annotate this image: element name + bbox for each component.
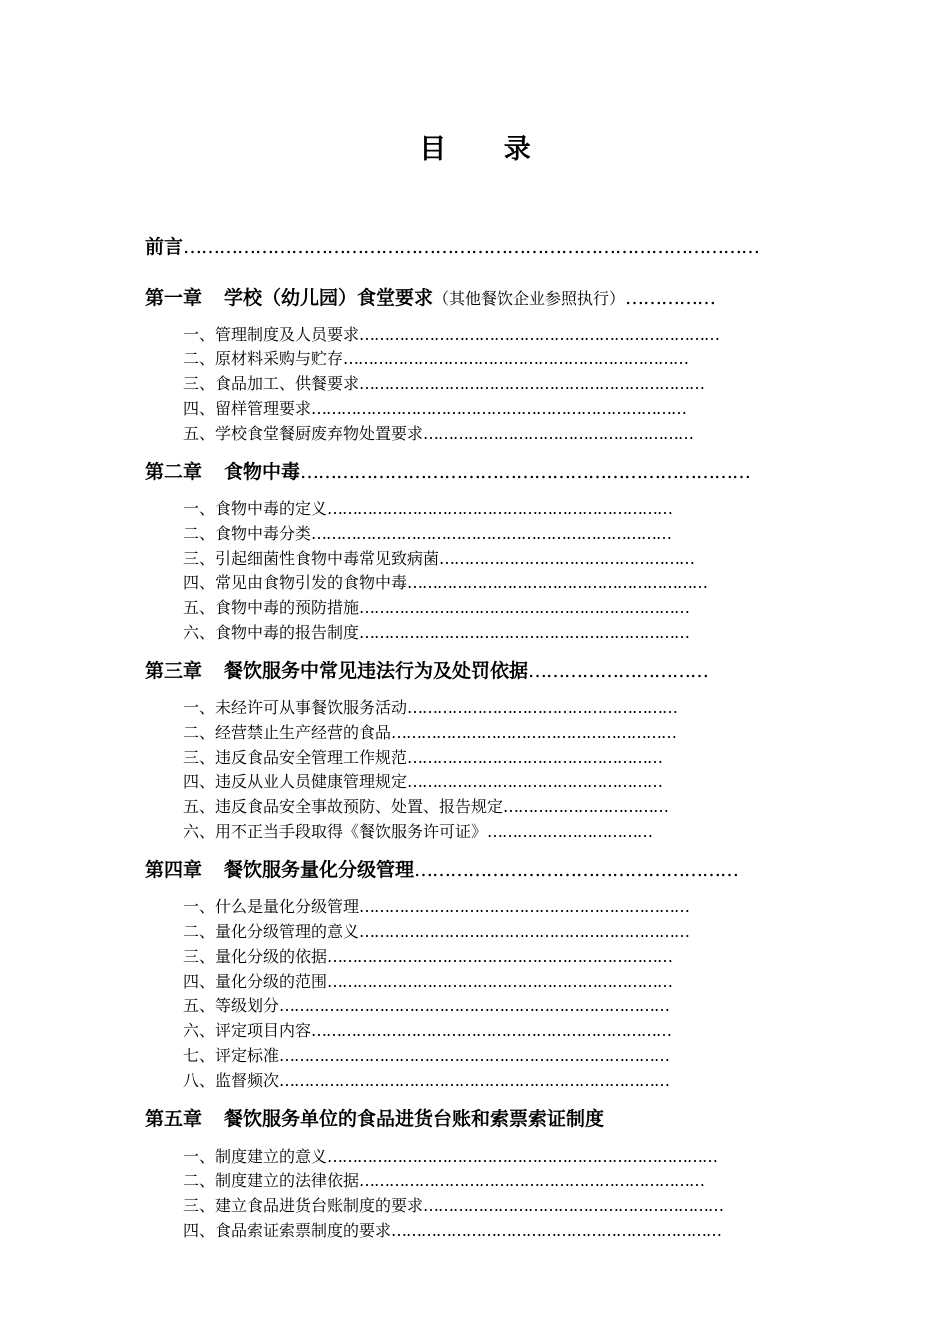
dot-leader: …………………………………………………………………… <box>327 1147 718 1166</box>
dot-leader: …………………………………………………… <box>407 573 708 592</box>
section-title: 监督频次 <box>215 1071 280 1090</box>
dot-leader: ………………………………………………………… <box>359 922 690 941</box>
section-number: 七、 <box>183 1046 216 1065</box>
toc-section-entry[interactable] <box>183 372 813 396</box>
dot-leader: …………… <box>625 287 716 309</box>
chapter-title: 餐饮服务单位的食品进货台账和索票索证制度 <box>224 1108 605 1130</box>
dot-leader: …………………………………………………………… <box>327 499 673 518</box>
toc-chapter-entry[interactable] <box>145 283 805 314</box>
section-title: 常见由食物引发的食物中毒 <box>215 573 408 592</box>
dot-leader: …………………………………………… <box>407 772 663 791</box>
section-number: 四、 <box>183 399 216 418</box>
chapter-number: 第四章 <box>145 859 203 881</box>
chapter-number: 第五章 <box>145 1108 203 1130</box>
section-title: 学校食堂餐厨废弃物处置要求 <box>215 424 424 443</box>
dot-leader: …………………………… <box>487 822 653 841</box>
dot-leader: …………………………………………………………… <box>359 374 705 393</box>
section-number: 二、 <box>183 723 216 742</box>
section-number: 五、 <box>183 598 216 617</box>
toc-section-entry[interactable] <box>183 746 758 770</box>
dot-leader: ………………………………………………………… <box>391 1221 722 1240</box>
toc-section-entry[interactable] <box>183 770 758 794</box>
dot-leader: …………………………………………………………… <box>327 972 673 991</box>
toc-section-entry[interactable] <box>183 571 795 595</box>
section-title: 违反从业人员健康管理规定 <box>215 772 408 791</box>
dot-leader: …………………………………………………… <box>423 1196 724 1215</box>
section-number: 三、 <box>183 374 216 393</box>
section-number: 六、 <box>183 822 216 841</box>
section-title: 食品索证索票制度的要求 <box>215 1221 392 1240</box>
toc-section-entry[interactable] <box>183 1194 813 1218</box>
section-number: 三、 <box>183 1196 216 1215</box>
dot-leader: ………………………… <box>528 660 709 682</box>
dot-leader: ……………………………………………………………… <box>311 1021 672 1040</box>
section-number: 三、 <box>183 748 216 767</box>
section-title: 食物中毒的预防措施 <box>215 598 360 617</box>
toc-section-entry[interactable] <box>183 795 777 819</box>
toc-chapter-entry[interactable] <box>145 656 782 686</box>
toc-chapter-entry[interactable] <box>145 855 762 885</box>
toc-section-entry[interactable] <box>183 1044 795 1068</box>
section-number: 四、 <box>183 772 216 791</box>
dot-leader: ……………………………………………………………… <box>311 524 672 543</box>
section-title: 量化分级的范围 <box>215 972 328 991</box>
toc-section-entry[interactable] <box>183 323 813 347</box>
chapter-title: 餐饮服务量化分级管理 <box>224 859 415 881</box>
section-title: 等级划分 <box>215 996 280 1015</box>
dot-leader: …………………………………………………………… <box>327 947 673 966</box>
section-number: 四、 <box>183 573 216 592</box>
dot-leader: ………………………………………………………………… <box>300 461 751 483</box>
chapter-title: 学校（幼儿园）食堂要求 <box>224 287 434 309</box>
section-number: 三、 <box>183 947 216 966</box>
section-title: 量化分级的依据 <box>215 947 328 966</box>
section-number: 一、 <box>183 897 216 916</box>
section-title: 违反食品安全事故预防、处置、报告规定 <box>215 797 504 816</box>
section-title: 评定项目内容 <box>215 1021 312 1040</box>
section-number: 四、 <box>183 1221 216 1240</box>
dot-leader: …………………………… <box>503 797 669 816</box>
toc-section-entry[interactable] <box>183 945 777 969</box>
dot-leader: ………………………………………………………… <box>359 598 690 617</box>
section-title: 食物中毒的报告制度 <box>215 623 360 642</box>
dot-leader: …………………………………………………………… <box>343 349 689 368</box>
dot-leader: …………………………………………………………… <box>359 1171 705 1190</box>
chapter-title: 食物中毒 <box>224 461 301 483</box>
section-number: 二、 <box>183 922 216 941</box>
toc-section-entry[interactable] <box>183 621 777 645</box>
chapter-number: 第一章 <box>145 287 203 309</box>
page-title: 目 录 <box>419 134 555 165</box>
dot-leader: ……………………………………………… <box>414 859 739 881</box>
section-number: 三、 <box>183 549 216 568</box>
toc-section-entry[interactable] <box>183 696 758 720</box>
toc-section-entry[interactable] <box>183 522 795 546</box>
section-number: 一、 <box>183 325 216 344</box>
dot-leader: ……………………………………………… <box>423 424 694 443</box>
dot-leader: …………………………………………… <box>407 748 663 767</box>
toc-section-entry[interactable] <box>183 547 795 571</box>
section-title: 食物中毒的定义 <box>215 499 328 518</box>
toc-section-entry[interactable] <box>183 820 777 844</box>
section-title: 引起细菌性食物中毒常见致病菌 <box>215 549 440 568</box>
section-title: 量化分级管理的意义 <box>215 922 360 941</box>
section-title: 用不正当手段取得《餐饮服务许可证》 <box>215 822 488 841</box>
chapter-note: （其他餐饮企业参照执行） <box>433 289 626 308</box>
section-title: 评定标准 <box>215 1046 280 1065</box>
section-title: 什么是量化分级管理 <box>215 897 360 916</box>
toc-section-entry[interactable] <box>183 994 795 1018</box>
toc-section-entry[interactable] <box>183 422 777 446</box>
section-number: 二、 <box>183 349 216 368</box>
section-title: 留样管理要求 <box>215 399 312 418</box>
section-title: 未经许可从事餐饮服务活动 <box>215 698 408 717</box>
chapter-title: 前言 <box>145 236 184 258</box>
section-title: 食品加工、供餐要求 <box>215 374 360 393</box>
toc-section-entry[interactable] <box>183 497 777 521</box>
toc-section-entry[interactable] <box>183 895 777 919</box>
section-number: 五、 <box>183 996 216 1015</box>
toc-section-entry[interactable] <box>183 1169 813 1193</box>
dot-leader: …………………………………………… <box>439 549 695 568</box>
dot-leader: ……………………………………………… <box>407 698 678 717</box>
section-number: 一、 <box>183 1147 216 1166</box>
section-title: 违反食品安全管理工作规范 <box>215 748 408 767</box>
section-number: 五、 <box>183 797 216 816</box>
section-title: 制度建立的意义 <box>215 1147 328 1166</box>
section-title: 食物中毒分类 <box>215 524 312 543</box>
section-number: 六、 <box>183 1021 216 1040</box>
dot-leader: …………………………………………………………………… <box>279 1046 670 1065</box>
dot-leader: …………………………………………………………………………………… <box>183 236 760 258</box>
section-number: 二、 <box>183 1171 216 1190</box>
toc-section-entry[interactable] <box>183 721 777 745</box>
section-title: 管理制度及人员要求 <box>215 325 360 344</box>
toc-section-entry[interactable] <box>183 1019 795 1043</box>
toc-chapter-entry[interactable] <box>145 457 782 487</box>
section-number: 五、 <box>183 424 216 443</box>
dot-leader: ………………………………………………………… <box>359 897 690 916</box>
section-title: 建立食品进货台账制度的要求 <box>215 1196 424 1215</box>
dot-leader: …………………………………………………………………… <box>279 1071 670 1090</box>
section-number: 六、 <box>183 623 216 642</box>
toc-section-entry[interactable] <box>183 397 795 421</box>
toc-section-entry[interactable] <box>183 920 777 944</box>
dot-leader: ……………………………………………………………… <box>359 325 720 344</box>
toc-section-entry[interactable] <box>183 596 777 620</box>
chapter-number: 第三章 <box>145 660 203 682</box>
section-title: 原材料采购与贮存 <box>215 349 344 368</box>
section-number: 一、 <box>183 499 216 518</box>
toc-chapter-entry[interactable] <box>145 1104 700 1134</box>
toc-section-entry[interactable] <box>183 347 795 371</box>
section-number: 一、 <box>183 698 216 717</box>
section-title: 经营禁止生产经营的食品 <box>215 723 392 742</box>
dot-leader: ………………………………………………………… <box>359 623 690 642</box>
chapter-title: 餐饮服务中常见违法行为及处罚依据 <box>224 660 529 682</box>
toc-section-entry[interactable] <box>183 1145 813 1169</box>
dot-leader: …………………………………………………………………… <box>279 996 670 1015</box>
toc-section-entry[interactable] <box>183 1069 795 1093</box>
dot-leader: ………………………………………………… <box>391 723 677 742</box>
section-number: 四、 <box>183 972 216 991</box>
chapter-number: 第二章 <box>145 461 203 483</box>
dot-leader: ………………………………………………………………… <box>311 399 687 418</box>
section-title: 制度建立的法律依据 <box>215 1171 360 1190</box>
toc-chapter-entry[interactable] <box>145 232 800 262</box>
toc-section-entry[interactable] <box>183 970 777 994</box>
section-number: 二、 <box>183 524 216 543</box>
toc-section-entry[interactable] <box>183 1219 813 1243</box>
section-number: 八、 <box>183 1071 216 1090</box>
